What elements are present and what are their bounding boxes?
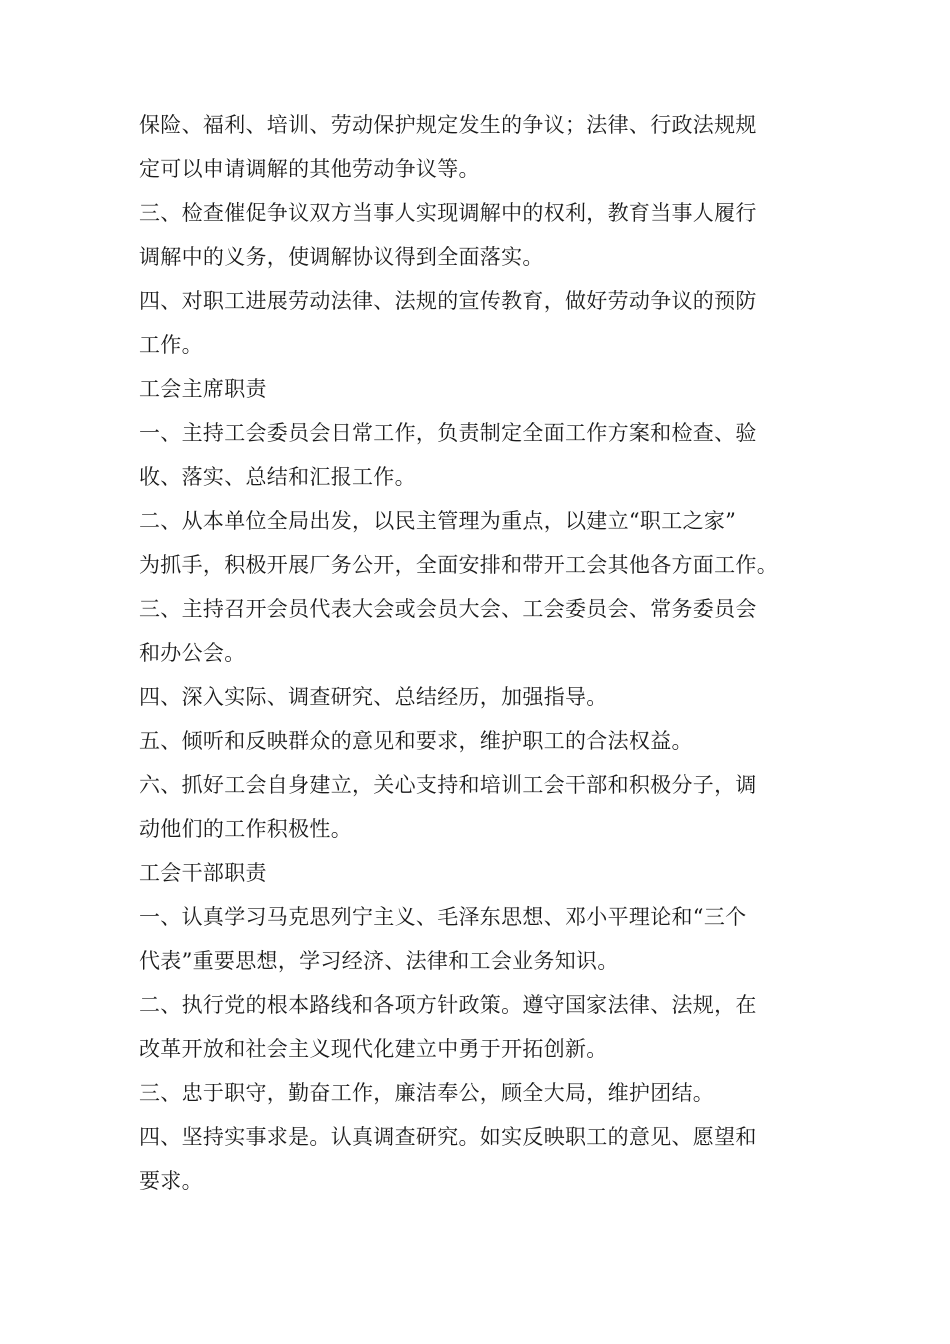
text-line: 四、坚持实事求是。认真调查研究。如实反映职工的意见、愿望和 — [139, 1125, 757, 1149]
text-line: 调解中的义务，使调解协议得到全面落实。 — [139, 245, 544, 269]
text-line: 和办公会。 — [139, 641, 246, 665]
text-line: 三、检查催促争议双方当事人实现调解中的权利，教育当事人履行 — [139, 201, 757, 225]
text-line: 代表”重要思想，学习经济、法律和工会业务知识。 — [139, 949, 619, 973]
text-line: 工作。 — [139, 333, 203, 357]
text-line: 四、深入实际、调查研究、总结经历，加强指导。 — [139, 685, 608, 709]
section-heading-chairman-duties: 工会主席职责 — [139, 377, 267, 401]
text-line: 一、主持工会委员会日常工作，负责制定全面工作方案和检查、验 — [139, 421, 757, 445]
text-line: 要求。 — [139, 1169, 203, 1193]
text-line: 三、忠于职守，勤奋工作，廉洁奉公，顾全大局，维护团结。 — [139, 1081, 715, 1105]
text-line: 六、抓好工会自身建立，关心支持和培训工会干部和积极分子，调 — [139, 773, 757, 797]
document-body — [139, 103, 819, 1203]
text-line: 二、从本单位全局出发，以民主管理为重点，以建立“职工之家” — [139, 509, 737, 533]
text-line: 定可以申请调解的其他劳动争议等。 — [139, 157, 480, 181]
text-line: 二、执行党的根本路线和各项方针政策。遵守国家法律、法规，在 — [139, 993, 757, 1017]
text-line: 动他们的工作积极性。 — [139, 817, 352, 841]
text-line: 四、对职工进展劳动法律、法规的宣传教育，做好劳动争议的预防 — [139, 289, 757, 313]
section-heading-cadre-duties: 工会干部职责 — [139, 861, 267, 885]
text-line: 五、倾听和反映群众的意见和要求，维护职工的合法权益。 — [139, 729, 693, 753]
text-line: 三、主持召开会员代表大会或会员大会、工会委员会、常务委员会 — [139, 597, 757, 621]
text-line: 为抓手，积极开展厂务公开，全面安排和带开工会其他各方面工作。 — [139, 553, 778, 577]
text-line: 保险、福利、培训、劳动保护规定发生的争议；法律、行政法规规 — [139, 113, 757, 137]
text-line: 收、落实、总结和汇报工作。 — [139, 465, 416, 489]
text-line: 改革开放和社会主义现代化建立中勇于开拓创新。 — [139, 1037, 608, 1061]
text-line: 一、认真学习马克思列宁主义、毛泽东思想、邓小平理论和“三个 — [139, 905, 747, 929]
